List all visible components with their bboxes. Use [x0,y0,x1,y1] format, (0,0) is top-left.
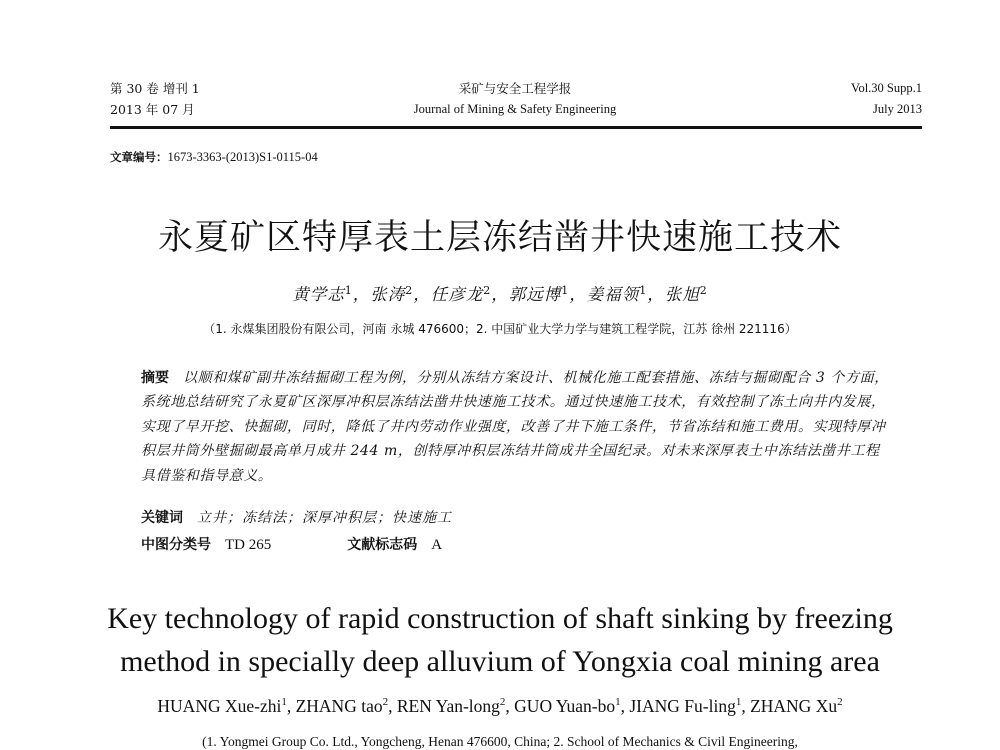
en-author-separator: , [505,696,515,716]
en-author-affiliation-mark: 1 [615,696,621,708]
issue-date-zh: 2013 年 07 月 [110,102,195,117]
en-author [629,696,741,716]
en-author-name: REN Yan-long [396,696,500,716]
issue-date-en: July 2013 [873,102,922,116]
zh-author-separator: ， [569,285,587,304]
zh-author-affiliation-mark: 1 [561,284,570,297]
en-author-separator: , [741,696,751,716]
zh-author-separator: ， [413,285,431,304]
keywords-label: 关键词 [141,510,183,526]
en-author [157,696,286,716]
zh-author-name: 黄学志 [292,285,345,304]
journal-name-zh: 采矿与安全工程学报 [458,81,572,96]
journal-name [380,78,650,120]
zh-author [292,285,353,304]
zh-author-name: 张旭 [664,285,700,304]
english-title-line-1: Key technology of rapid construction of shaft sinking by freezing [107,602,893,635]
zh-author [431,285,492,304]
clc-label: 中图分类号 [141,537,211,553]
en-author-name: ZHANG tao [295,696,383,716]
volume-issue: 第 30 卷 增刊 1 [110,81,200,96]
abstract-label: 摘要 [141,370,169,386]
en-author-affiliation-mark: 2 [837,696,843,708]
en-author [750,696,843,716]
zh-author-separator: ， [491,285,509,304]
author-list-zh [0,281,1000,305]
en-author-name: JIANG Fu-ling [629,696,736,716]
zh-author-affiliation-mark: 1 [639,284,648,297]
zh-author [587,285,648,304]
running-header [110,78,922,124]
zh-author-separator: ， [647,285,665,304]
volume-info-en [851,78,922,120]
zh-author-name: 张涛 [370,285,406,304]
zh-author-name: 姜福领 [586,285,640,304]
en-author-name: GUO Yuan-bo [514,696,616,716]
author-list-en [0,696,1000,717]
article-number-label: 文章编号： [110,150,168,164]
abstract [141,366,891,488]
affiliations-en: (1. Yongmei Group Co. Ltd., Yongcheng, Henan 476600, China; 2. School of Mechanics & Civil Engineering, [202,734,798,749]
zh-author [509,285,570,304]
en-author [397,696,506,716]
volume-supp-en: Vol.30 Supp.1 [851,81,922,95]
zh-author [370,285,413,304]
journal-name-en: Journal of Mining & Safety Engineering [413,102,617,116]
english-title [0,597,1000,683]
keywords [141,508,452,528]
en-author [296,696,389,716]
affiliations-zh: （1. 永煤集团股份有限公司，河南 永城 476600；2. 中国矿业大学力学与建筑工程学院，江苏 徐州 221116） [203,322,797,336]
en-author-affiliation-mark: 2 [499,696,506,708]
doc-code-value: A [431,537,443,553]
english-title-line-2: method in specially deep alluvium of Yongxia coal mining area [120,645,880,678]
en-author-separator: , [286,696,296,716]
en-author-separator: , [620,696,630,716]
zh-author-separator: ， [352,285,371,304]
zh-author-affiliation-mark: 1 [344,284,353,297]
zh-author-name: 任彦龙 [430,285,484,304]
keywords-text: 立井；冻结法；深厚冲积层；快速施工 [197,510,452,526]
zh-author-affiliation-mark: 2 [699,284,708,297]
clc-value: TD 265 [225,537,272,553]
volume-info [110,78,200,120]
article-number-value: 1673-3363-(2013)S1-0115-04 [167,150,318,164]
header-rule [110,126,922,129]
page-title: 永夏矿区特厚表土层冻结凿井快速施工技术 [157,218,842,258]
zh-author-affiliation-mark: 2 [405,284,414,297]
en-author-affiliation-mark: 2 [382,696,389,708]
en-author-affiliation-mark: 1 [281,696,287,708]
abstract-text: 以顺和煤矿副井冻结掘砌工程为例，分别从冻结方案设计、机械化施工配套措施、冻结与掘砌配合 3 个方面，系统地总结研究了永夏矿区深厚冲积层冻结法凿井快速施工技术。通过快速施工技术，有效控制了冻土向井内发展，实现了早开挖、快掘砌，同时，降低了井内劳动作业强度，改善了井下施工条件，节省冻结和施工费用。实现特厚冲积层井筒外壁掘砌最高单月成井 244 m，创特厚冲积层冻结井筒成井全国纪录。对未来深厚表土中冻结法凿井工程具借鉴和指导意义。 [141,370,889,484]
en-author [514,696,620,716]
zh-author-affiliation-mark: 2 [483,284,492,297]
en-author-affiliation-mark: 1 [735,696,742,708]
article-number [110,149,318,165]
doc-code-label: 文献标志码 [347,537,418,553]
zh-author [665,285,708,304]
en-author-name: ZHANG Xu [750,696,838,716]
en-author-separator: , [388,696,397,716]
zh-author-name: 郭远博 [508,285,562,304]
classification [141,535,442,555]
en-author-name: HUANG Xue-zhi [157,696,282,716]
